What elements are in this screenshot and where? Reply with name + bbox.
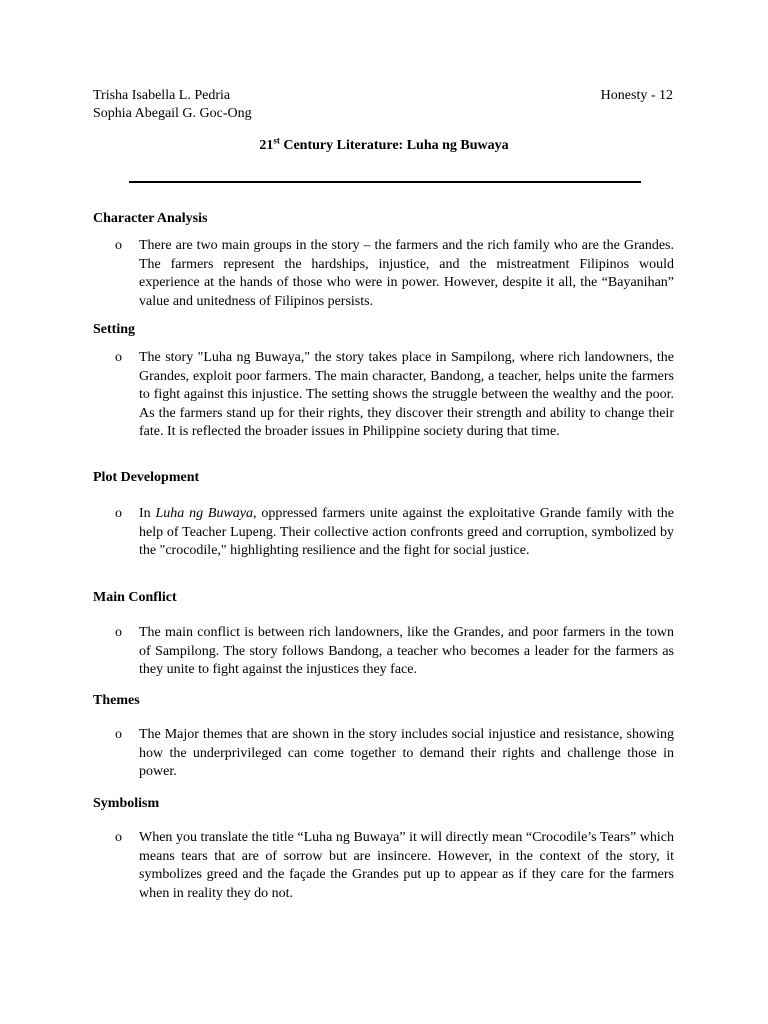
title-superscript: st [273,135,280,146]
class-section: Honesty - 12 [600,88,673,103]
document-title [0,137,768,155]
paragraph-plot-development [139,505,674,561]
bullet-marker: o [115,727,122,742]
heading-symbolism: Symbolism [93,796,160,811]
plot-text-after: , oppressed farmers unite against the exploitative Grande family with the help of Teacher Lupeng. Their collective action confronts greed and corruption, symbolized by the "crocodile," highlighting resilience and the fight for social justice. [139,506,674,558]
bullet-marker: o [115,625,122,640]
heading-character-analysis: Character Analysis [93,211,208,226]
bullet-marker: o [115,830,122,845]
plot-text-italic-title: Luha ng Buwaya [155,506,254,521]
bullet-marker: o [115,350,122,365]
plot-text-before: In [139,506,156,521]
paragraph-symbolism: When you translate the title “Luha ng Buwaya” it will directly mean “Crocodile’s Tears” which means tears that are of sorrow but are insincere. However, in the context of the story, it symbolizes greed and the façade the Grandes put up to appear as if they care for the farmers when in reality they do not. [139,830,674,901]
heading-themes: Themes [93,693,140,708]
heading-main-conflict: Main Conflict [93,590,177,605]
bullet-marker: o [115,238,122,253]
title-underline-divider [129,181,641,183]
title-rest: Century Literature: Luha ng Buwaya [279,138,509,153]
bullet-marker: o [115,506,122,521]
paragraph-character-analysis: There are two main groups in the story – the farmers and the rich family who are the Grandes. The farmers represent the hardships, injustice, and the mistreatment Filipinos would experience at the hands of those who were in power. However, despite it all, the “Bayanihan” value and unitedness of Filipinos persists. [139,238,674,309]
author-name-1: Trisha Isabella L. Pedria [93,88,231,103]
paragraph-setting: The story "Luha ng Buwaya," the story takes place in Sampilong, where rich landowners, the Grandes, exploit poor farmers. The main character, Bandong, a teacher, helps unite the farmers to fight against this injustice. The setting shows the struggle between the wealthy and the poor. As the farmers stand up for their rights, they discover their strength and ability to change their fate. It is reflected the broader issues in Philippine society during that time. [139,350,674,439]
paragraph-main-conflict: The main conflict is between rich landowners, like the Grandes, and poor farmers in the town of Sampilong. The story follows Bandong, a teacher who becomes a leader for the farmers as they unite to fight against the injustices they face. [139,625,674,677]
heading-plot-development: Plot Development [93,470,200,485]
title-prefix: 21 [259,138,274,153]
heading-setting: Setting [93,322,135,337]
paragraph-themes: The Major themes that are shown in the story includes social injustice and resistance, showing how the underprivileged can come together to demand their rights and challenge those in power. [139,727,674,779]
author-name-2: Sophia Abegail G. Goc-Ong [93,106,252,121]
